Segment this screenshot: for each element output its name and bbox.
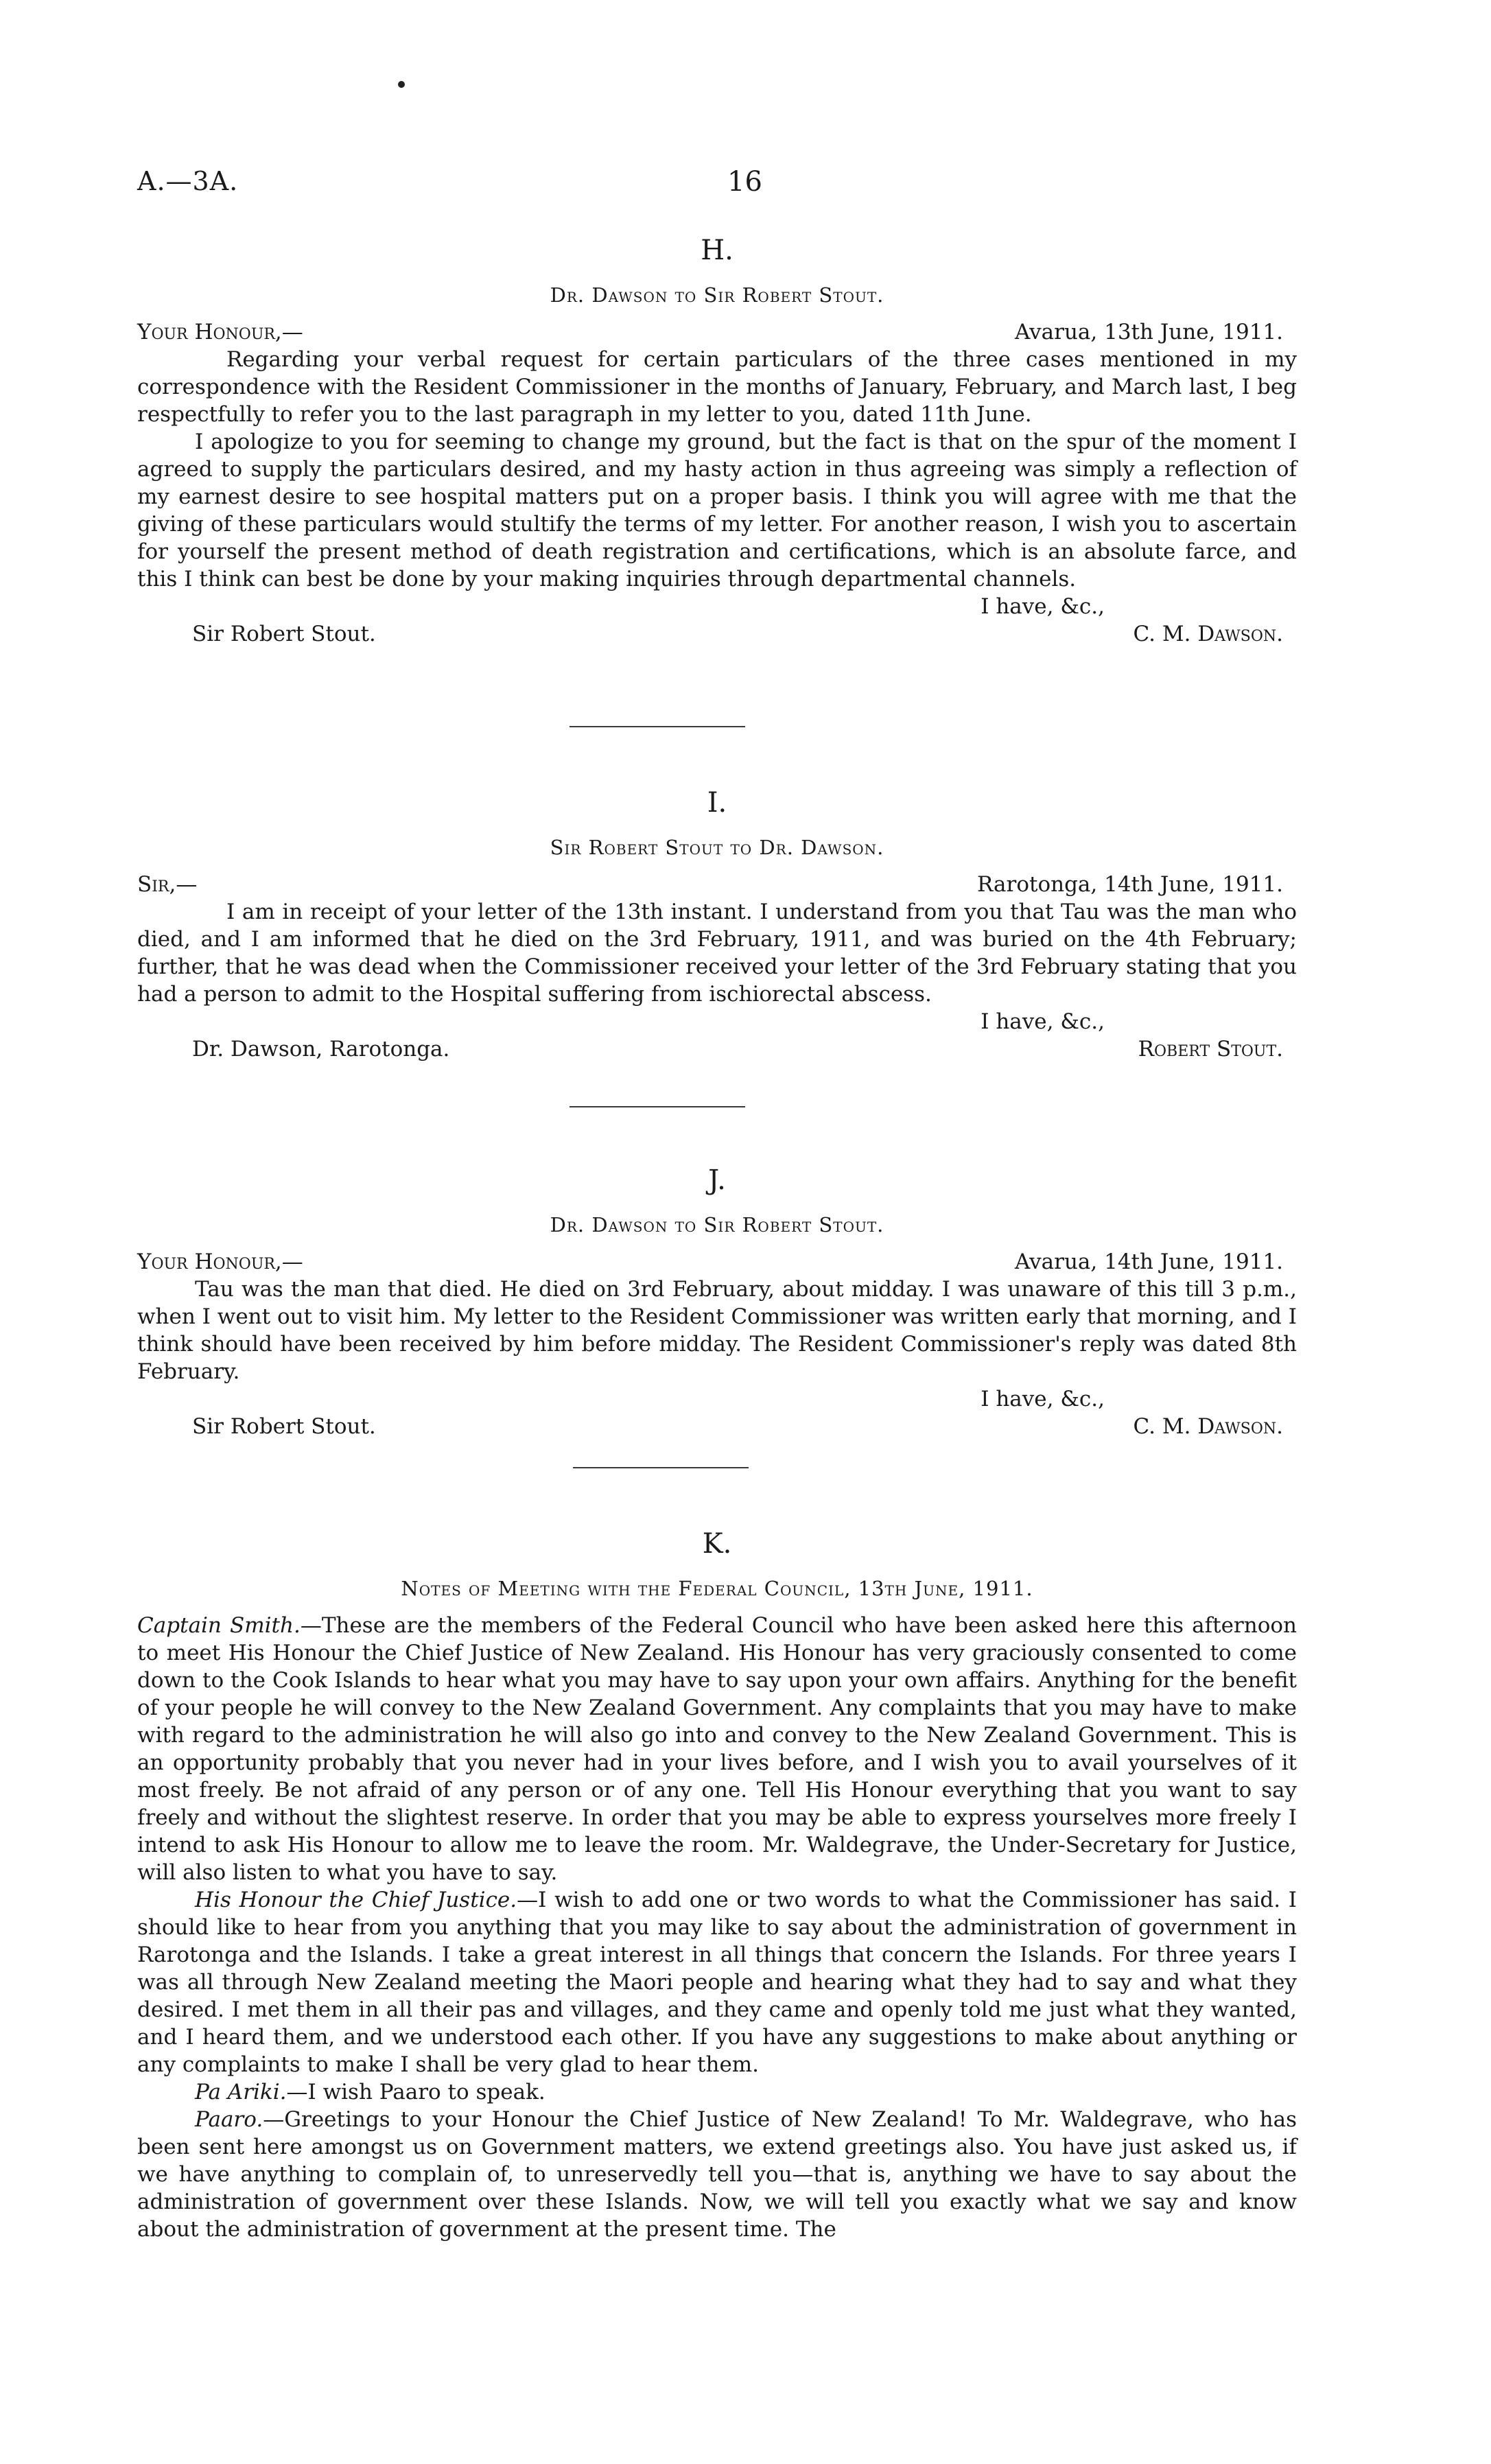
closing: I have, &c., (981, 594, 1105, 619)
speech-text: —I wish to add one or two words to what the Commissioner has said. I should like to hear from you anything that you may like to say about the administration of government in Rarotonga and the Islands. I take a great interest in all things that concern the Islands. For three years I was all through New Zealand meeting the Maori people and hearing what they had to say and what they desired. I met them in all their pas and villages, and they came and openly told me just what they wanted, and I heard them, and we understood each other. If you have any suggestions to make about anything or any complaints to make I shall be very glad to hear them. (137, 1888, 1298, 2077)
letter-j (137, 1163, 1297, 1440)
speech-text: —I wish Paaro to speak. (286, 2080, 545, 2104)
signature: Robert Stout. (1138, 1037, 1283, 1061)
speech-text: —These are the members of the Federal Council who have been asked here this afternoon to meet His Honour the Chief Justice of New Zealand. His Honour has very graciously consented to come down to the Cook Islands to hear what you may have to say upon your own affairs. Anything for the benefit of your people he will convey to the New Zealand Government. Any complaints that you may have to make with regard to the administration he will also go into and convey to the New Zealand Government. This is an opportunity probably that you never had in your lives before, and I wish you to avail yourselves of it most freely. Be not afraid of any person or of any one. Tell His Honour everything that you want to say freely and without the slightest reserve. In order that you may be able to express yourselves more freely I intend to ask His Honour to allow me to leave the room. Mr. Waldegrave, the Under-Secretary for Justice, will also listen to what you have to say. (137, 1613, 1297, 1885)
speaker-name: His Honour the Chief Justice. (195, 1888, 517, 1912)
section-divider (570, 726, 745, 727)
salutation: Your Honour,— (137, 320, 303, 344)
paragraph: I am in receipt of your letter of the 13th instant. I understand from you that Tau was the man who died, and I am informed that he died on the 3rd February, 1911, and was buried on the 4th February; further, that he was dead when the Commissioner received your letter of the 3rd February stating that you had a person to admit to the Hospital suffering from ischiorectal abscess. (137, 900, 1297, 1007)
section-k (137, 1527, 1297, 2243)
paragraph: Regarding your verbal request for certain particulars of the three cases mentioned in my correspondence with the Resident Commissioner in the months of January, February, and March last, I beg respectfully to refer you to the last paragraph in my letter to you, dated 11th June. (137, 347, 1297, 427)
letter-id: H. (701, 235, 733, 266)
speech-text: —Greetings to your Honour the Chief Justice of New Zealand! To Mr. Waldegrave, who has been sent here amongst us on Government matters, we extend greetings also. You have just asked us, if we have anything to complain of, to unreservedly tell you—that is, anything we have to say about the administration of government over these Islands. Now, we will tell you exactly what we say and know about the administration of government at the present time. The (137, 2107, 1297, 2242)
place-date: Avarua, 14th June, 1911. (1015, 1249, 1283, 1274)
signature: C. M. Dawson. (1133, 622, 1283, 646)
letter-h (137, 233, 1297, 648)
signature: C. M. Dawson. (1133, 1414, 1283, 1439)
closing: I have, &c., (981, 1387, 1105, 1411)
letter-subject: Sir Robert Stout to Dr. Dawson. (550, 836, 884, 859)
place-date: Rarotonga, 14th June, 1911. (976, 872, 1283, 897)
letter-id: J. (708, 1164, 726, 1196)
salutation-row (137, 318, 1297, 346)
closing: I have, &c., (981, 1009, 1105, 1034)
section-divider (573, 1467, 749, 1468)
letter-id: I. (707, 787, 727, 819)
letter-subject: Dr. Dawson to Sir Robert Stout. (550, 283, 884, 307)
paragraph: Tau was the man that died. He died on 3rd February, about midday. I was unaware of this till 3 p.m., when I went out to visit him. My letter to the Resident Commissioner was written early that morning, and I think should have been received by him before midday. The Resident Commissioner's reply was dated 8th February. (137, 1277, 1297, 1384)
salutation: Sir,— (137, 872, 198, 897)
page-header (137, 166, 1359, 207)
signature-row (137, 1035, 1297, 1063)
salutation: Your Honour,— (137, 1249, 303, 1274)
page-number: 16 (727, 166, 762, 198)
signature-row (137, 620, 1297, 648)
paragraph: I apologize to you for seeming to change my ground, but the fact is that on the spur of the moment I agreed to supply the particulars desired, and my hasty action in thus agreeing was simply a reflection of my earnest desire to see hospital matters put on a proper basis. I think you will agree with me that the giving of these particulars would stultify the terms of my letter. For another reason, I wish you to ascertain for yourself the present method of death registration and certifications, which is an absolute farce, and this I think can best be done by your making inquiries through departmental channels. (137, 430, 1297, 591)
paragraph (137, 1612, 1297, 1886)
ink-speck (398, 81, 405, 88)
addressee: Sir Robert Stout. (192, 1414, 376, 1439)
section-subject: Notes of Meeting with the Federal Council, 13th June, 1911. (401, 1577, 1033, 1600)
paragraph (137, 2078, 1297, 2106)
section-divider (570, 1106, 745, 1107)
paragraph (137, 2106, 1297, 2243)
letter-subject: Dr. Dawson to Sir Robert Stout. (550, 1213, 884, 1236)
addressee: Sir Robert Stout. (192, 622, 376, 646)
letter-i (137, 786, 1297, 1063)
salutation-row (137, 1248, 1297, 1276)
speaker-name: Captain Smith. (137, 1613, 301, 1638)
section-id: K. (702, 1528, 732, 1560)
speaker-name: Pa Ariki. (195, 2080, 287, 2104)
paragraph (137, 1886, 1297, 2078)
addressee: Dr. Dawson, Rarotonga. (192, 1037, 450, 1061)
speaker-name: Paaro. (195, 2107, 263, 2132)
signature-row (137, 1413, 1297, 1440)
place-date: Avarua, 13th June, 1911. (1015, 320, 1283, 344)
salutation-row (137, 871, 1297, 898)
document-reference: A.—3A. (137, 166, 239, 196)
